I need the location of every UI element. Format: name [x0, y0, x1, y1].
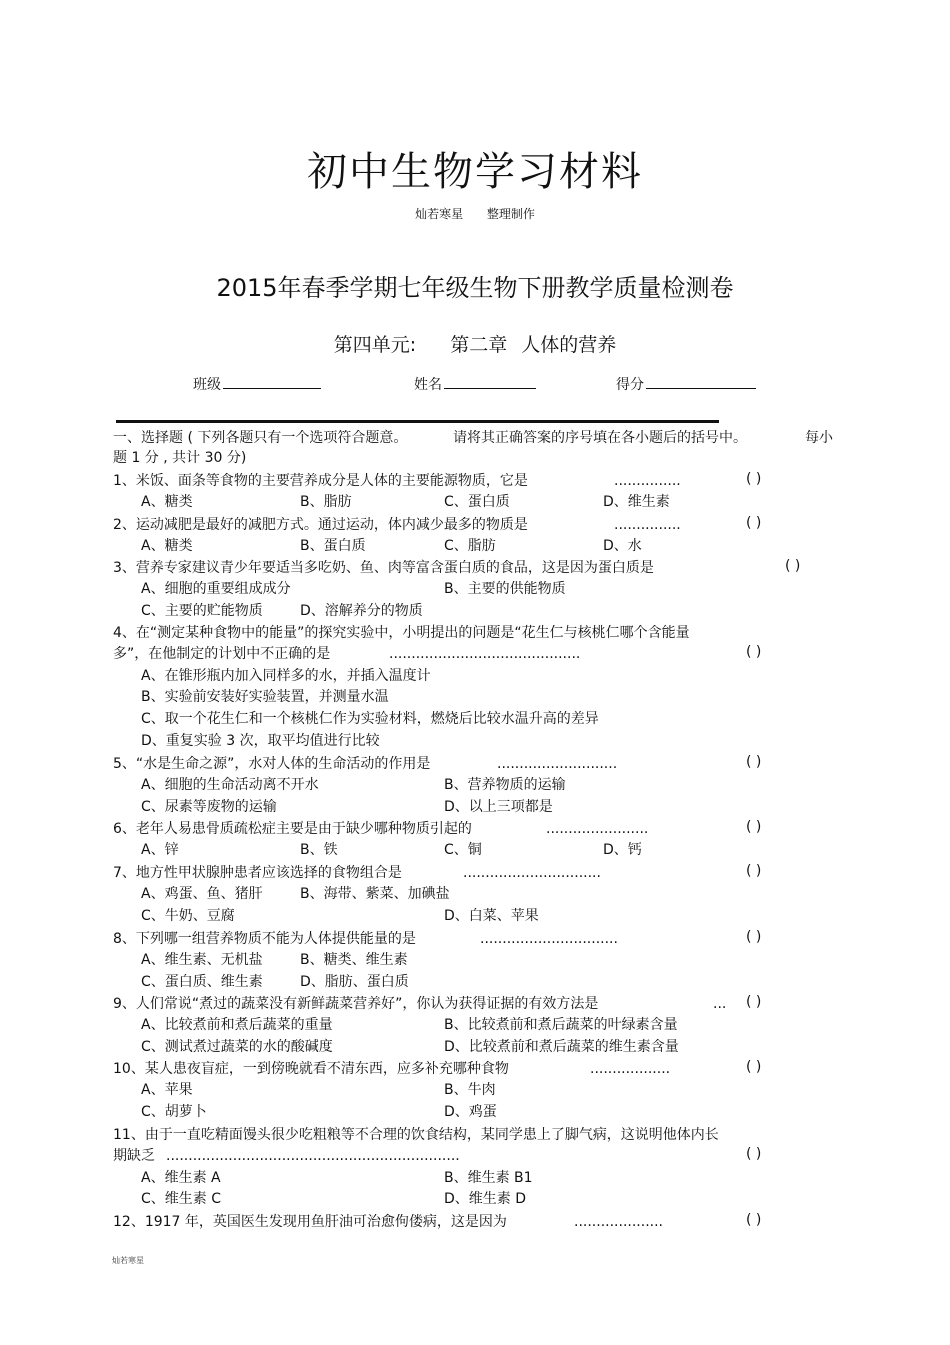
question-11-dots: ..................................................................	[166, 1148, 460, 1164]
question-11-stem-line1: 11、由于一直吃精面馒头很少吃粗粮等不合理的饮食结构，某同学患上了脚气病，这说明他体内长	[113, 1127, 719, 1143]
question-12-dots: ....................	[574, 1214, 664, 1230]
question-3-stem: 3、营养专家建议青少年要适当多吃奶、鱼、肉等富含蛋白质的食品，这是因为蛋白质是	[113, 560, 654, 576]
question-2-stem: 2、运动减肥是最好的减肥方式。通过运动，体内减少最多的物质是	[113, 517, 528, 533]
name-label: 姓名	[414, 377, 442, 393]
question-7-stem: 7、地方性甲状腺肿患者应该选择的食物组合是	[113, 865, 402, 881]
q10-option-a: A、苹果	[141, 1082, 193, 1098]
unit-heading	[0, 330, 950, 357]
question-6-stem: 6、老年人易患骨质疏松症主要是由于缺少哪种物质引起的	[113, 821, 472, 837]
name-blank[interactable]	[444, 374, 536, 389]
question-8-dots: ...............................	[480, 931, 618, 947]
q9-option-d: D、比较煮前和煮后蔬菜的维生素含量	[444, 1039, 679, 1055]
q2-option-d: D、水	[603, 538, 642, 554]
q7-option-b: B、海带、紫菜、加碘盐	[300, 886, 450, 902]
question-5-dots: ...........................	[497, 756, 618, 772]
author-line	[0, 205, 950, 222]
q7-option-a: A、鸡蛋、鱼、猪肝	[141, 886, 263, 902]
q11-option-b: B、维生素 B1	[444, 1170, 533, 1186]
question-1-stem: 1、米饭、面条等食物的主要营养成分是人体的主要能源物质，它是	[113, 473, 528, 489]
q9-option-c: C、测试煮过蔬菜的水的酸碱度	[141, 1039, 333, 1055]
question-10-dots: ..................	[590, 1061, 671, 1077]
q8-option-b: B、糖类、维生素	[300, 952, 408, 968]
question-8-stem: 8、下列哪一组营养物质不能为人体提供能量的是	[113, 931, 416, 947]
question-9-stem: 9、人们常说“煮过的蔬菜没有新鲜蔬菜营养好”，你认为获得证据的有效方法是	[113, 996, 599, 1012]
q1-option-c: C、蛋白质	[444, 494, 510, 510]
answer-bracket-12[interactable]: ( )	[746, 1212, 762, 1228]
q11-option-a: A、维生素 A	[141, 1170, 221, 1186]
q10-option-b: B、牛肉	[444, 1082, 496, 1098]
page-title: 初中生物学习材料	[307, 149, 643, 195]
section-heading-b: 请将其正确答案的序号填在各小题后的括号中。	[453, 430, 747, 446]
q4-option-a: A、在锥形瓶内加入同样多的水，并插入温度计	[141, 668, 431, 684]
question-11-stem-line2: 期缺乏	[113, 1148, 155, 1164]
q6-option-d: D、钙	[603, 842, 642, 858]
question-4-stem-line1: 4、在“测定某种食物中的能量”的探究实验中，小明提出的问题是“花生仁与核桃仁哪个含能量	[113, 625, 690, 641]
q2-option-a: A、糖类	[141, 538, 193, 554]
q8-option-d: D、脂肪、蛋白质	[300, 974, 409, 990]
q2-option-c: C、脂肪	[444, 538, 496, 554]
question-1-dots: ...............	[614, 473, 681, 489]
q6-option-b: B、铁	[300, 842, 338, 858]
q1-option-a: A、糖类	[141, 494, 193, 510]
author-role: 整理制作	[486, 207, 535, 221]
q2-option-b: B、蛋白质	[300, 538, 366, 554]
q3-option-b: B、主要的供能物质	[444, 581, 566, 597]
exam-title: 2015年春季学期七年级生物下册教学质量检测卷	[216, 274, 734, 302]
author-name: 灿若寒星	[415, 207, 464, 221]
answer-bracket-2[interactable]: ( )	[746, 515, 762, 531]
q1-option-b: B、脂肪	[300, 494, 352, 510]
divider	[116, 420, 719, 423]
score-field[interactable]	[616, 374, 756, 394]
answer-bracket-4[interactable]: ( )	[746, 644, 762, 660]
q3-option-c: C、主要的贮能物质	[141, 603, 263, 619]
question-2-dots: ...............	[614, 517, 681, 533]
q10-option-d: D、鸡蛋	[444, 1104, 497, 1120]
q4-option-c: C、取一个花生仁和一个核桃仁作为实验材料，燃烧后比较水温升高的差异	[141, 711, 599, 727]
q6-option-a: A、锌	[141, 842, 179, 858]
q9-option-a: A、比较煮前和煮后蔬菜的重量	[141, 1017, 333, 1033]
answer-bracket-7[interactable]: ( )	[746, 863, 762, 879]
score-blank[interactable]	[646, 374, 756, 389]
q5-option-c: C、尿素等废物的运输	[141, 799, 277, 815]
q11-option-d: D、维生素 D	[444, 1191, 527, 1207]
answer-bracket-5[interactable]: ( )	[746, 754, 762, 770]
q1-option-d: D、维生素	[603, 494, 670, 510]
unit-label: 第四单元:	[333, 334, 417, 356]
q6-option-c: C、铜	[444, 842, 482, 858]
q7-option-c: C、牛奶、豆腐	[141, 908, 235, 924]
score-label: 得分	[616, 377, 644, 393]
section-heading-c: 每小	[805, 430, 833, 446]
question-7-dots: ...............................	[463, 865, 601, 881]
section-heading-a: 一、选择题 ( 下列各题只有一个选项符合题意。	[113, 430, 408, 446]
answer-bracket-8[interactable]: ( )	[746, 929, 762, 945]
question-12-stem: 12、1917 年，英国医生发现用鱼肝油可治愈佝偻病，这是因为	[113, 1214, 507, 1230]
q3-option-d: D、溶解养分的物质	[300, 603, 423, 619]
chapter-label: 第二章	[450, 334, 508, 356]
q7-option-d: D、白菜、苹果	[444, 908, 539, 924]
section-heading-line2: 题 1 分 , 共计 30 分)	[113, 450, 247, 466]
class-blank[interactable]	[223, 374, 321, 389]
q10-option-c: C、胡萝卜	[141, 1104, 207, 1120]
q5-option-a: A、细胞的生命活动离不开水	[141, 777, 319, 793]
q4-option-b: B、实验前安装好实验装置，并测量水温	[141, 689, 389, 705]
question-10-stem: 10、某人患夜盲症，一到傍晚就看不清东西，应多补充哪种食物	[113, 1061, 509, 1077]
class-label: 班级	[193, 377, 221, 393]
question-9-dots: ...	[713, 996, 727, 1012]
question-4-stem-line2: 多”，在他制定的计划中不正确的是	[113, 646, 331, 662]
class-field[interactable]	[193, 374, 321, 394]
chapter-title: 人体的营养	[521, 334, 617, 356]
q3-option-a: A、细胞的重要组成成分	[141, 581, 291, 597]
answer-bracket-9[interactable]: ( )	[746, 994, 762, 1010]
footer-text: 灿若寒星	[112, 1256, 144, 1265]
question-5-stem: 5、“水是生命之源”，水对人体的生命活动的作用是	[113, 756, 431, 772]
answer-bracket-6[interactable]: ( )	[746, 819, 762, 835]
q5-option-b: B、营养物质的运输	[444, 777, 566, 793]
q11-option-c: C、维生素 C	[141, 1191, 222, 1207]
q8-option-c: C、蛋白质、维生素	[141, 974, 263, 990]
name-field[interactable]	[414, 374, 536, 394]
answer-bracket-3[interactable]: ( )	[785, 558, 801, 574]
q4-option-d: D、重复实验 3 次，取平均值进行比较	[141, 733, 380, 749]
question-4-dots: ...........................................	[389, 646, 581, 662]
answer-bracket-10[interactable]: ( )	[746, 1059, 762, 1075]
answer-bracket-1[interactable]: ( )	[746, 471, 762, 487]
question-6-dots: .......................	[546, 821, 649, 837]
q9-option-b: B、比较煮前和煮后蔬菜的叶绿素含量	[444, 1017, 678, 1033]
q8-option-a: A、维生素、无机盐	[141, 952, 263, 968]
q5-option-d: D、以上三项都是	[444, 799, 553, 815]
answer-bracket-11[interactable]: ( )	[746, 1146, 762, 1162]
